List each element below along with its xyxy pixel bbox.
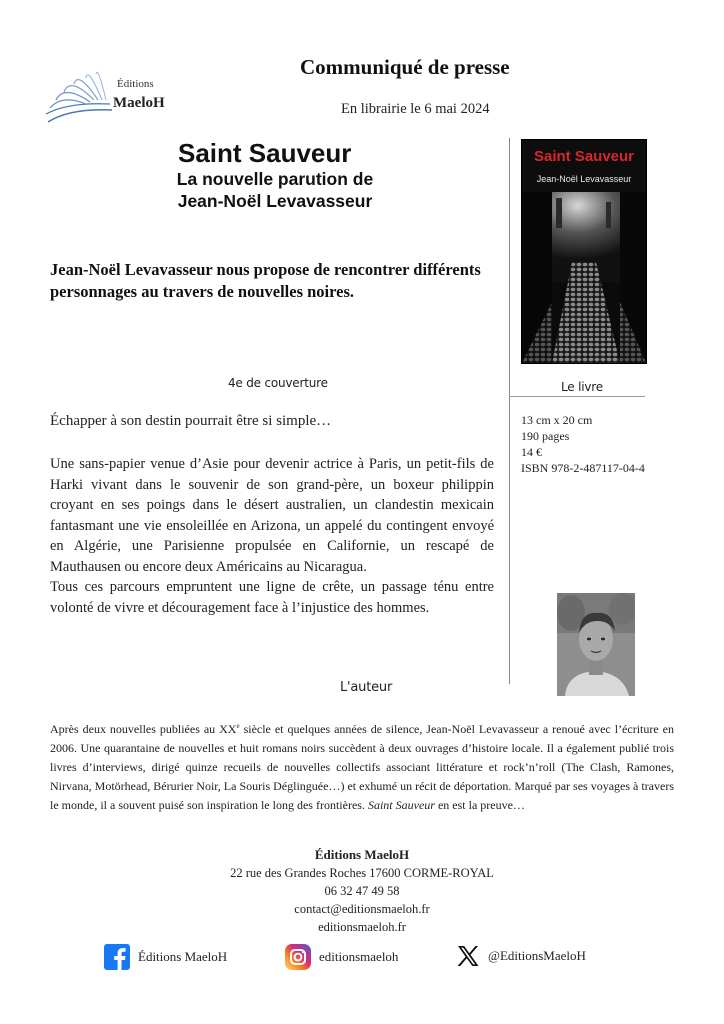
book-specs bbox=[521, 412, 645, 476]
vertical-divider bbox=[509, 138, 510, 684]
synopsis-paragraph-2: Tous ces parcours empruntent une ligne de crête, un passage ténu entre volonté de vivre et découragement face à l’injustice des hommes. bbox=[50, 579, 494, 616]
spec-pages: 190 pages bbox=[521, 429, 570, 443]
spec-isbn: ISBN 978-2-487117-04-4 bbox=[521, 461, 645, 475]
release-date: En librairie le 6 mai 2024 bbox=[341, 101, 490, 117]
bio-part-3: en est la preuve… bbox=[434, 798, 525, 812]
book-subtitle bbox=[160, 168, 390, 212]
contact-publisher-name: Éditions MaeloH bbox=[314, 847, 410, 862]
author-heading: L'auteur bbox=[340, 680, 393, 695]
intro-paragraph: Jean-Noël Levavasseur nous propose de rencontrer différents personnages au travers de nouvelles noires. bbox=[50, 260, 481, 301]
author-bio bbox=[50, 717, 674, 815]
book-info-heading: Le livre bbox=[561, 380, 603, 394]
teaser-line: Échapper à son destin pourrait être si simple… bbox=[50, 413, 332, 429]
instagram-label: editionsmaeloh bbox=[319, 949, 399, 964]
book-cover-image bbox=[521, 139, 647, 364]
logo-editions-text: Éditions bbox=[117, 78, 154, 90]
horizontal-divider bbox=[509, 396, 645, 397]
subtitle-line-1: La nouvelle parution de bbox=[176, 169, 374, 189]
bio-century-superscript: e bbox=[236, 722, 240, 730]
publisher-logo bbox=[40, 64, 170, 134]
contact-website[interactable]: editionsmaeloh.fr bbox=[318, 920, 406, 934]
contact-address: 22 rue des Grandes Roches 17600 CORME-ROYAL bbox=[230, 866, 494, 880]
book-pages-icon bbox=[40, 64, 120, 126]
cover-title: Saint Sauveur bbox=[533, 148, 635, 165]
bio-book-title-italic: Saint Sauveur bbox=[367, 798, 435, 812]
contact-block bbox=[0, 846, 724, 936]
facebook-label: Éditions MaeloH bbox=[138, 949, 228, 964]
fourth-cover-heading: 4e de couverture bbox=[228, 376, 328, 390]
spec-price: 14 € bbox=[521, 445, 542, 459]
synopsis-paragraph-1: Une sans-papier venue d’Asie pour devenir actrice à Paris, un petit-fils de Harki vivant dans le souvenir de son grand-père, un boxeur philippin croyant en ses poings dans le désert australien, un clandestin mexicain fantasmant une vie ensoleillée en Arizona, un appelé du contingent envoyé en Algérie, une Parisienne propulsée en Californie, un rescapé de Mauthausen ou encore deux Américains au Nicaragua. bbox=[50, 456, 494, 575]
cover-author: Jean-Noël Levavasseur bbox=[536, 174, 632, 184]
x-label: @EditionsMaeloH bbox=[488, 948, 586, 963]
logo-name-text: MaeloH bbox=[113, 95, 165, 111]
contact-email[interactable]: contact@editionsmaeloh.fr bbox=[294, 902, 430, 916]
social-facebook[interactable] bbox=[104, 944, 227, 970]
social-x[interactable] bbox=[456, 944, 586, 968]
subtitle-line-2: Jean-Noël Levavasseur bbox=[177, 191, 373, 211]
contact-phone: 06 32 47 49 58 bbox=[324, 884, 400, 898]
synopsis bbox=[50, 454, 494, 618]
bio-part-1: Après deux nouvelles publiées au XX bbox=[50, 722, 237, 736]
author-portrait bbox=[557, 593, 635, 696]
cobblestone-street-illustration bbox=[522, 192, 646, 363]
facebook-icon bbox=[104, 944, 130, 970]
press-release-title: Communiqué de presse bbox=[300, 55, 510, 79]
bio-part-2: siècle et quelques années de silence, Jean-Noël Levavasseur a renoué avec l’écriture en 2006. Une quarantaine de nouvelles et huit romans noirs succèdent à deux ouvrages d’histoire locale. Il a également publié trois livres d’interviews, dirigé quinze recueils de nouvelles collectifs associant littérature et rock’n’roll (The Clash, Ramones, Nirvana, Motörhead, Bérurier Noir, La Souris Déglinguée…) et exhumé un récit de déportation. Marqué par ses voyages à travers le monde, il a souvent puisé son inspiration le long des frontières. bbox=[50, 722, 674, 812]
spec-format: 13 cm x 20 cm bbox=[521, 413, 593, 427]
instagram-icon bbox=[285, 944, 311, 970]
x-logo-icon bbox=[456, 944, 480, 968]
social-instagram[interactable] bbox=[285, 944, 398, 970]
author-photo-illustration bbox=[557, 593, 635, 696]
book-title: Saint Sauveur bbox=[178, 138, 352, 168]
